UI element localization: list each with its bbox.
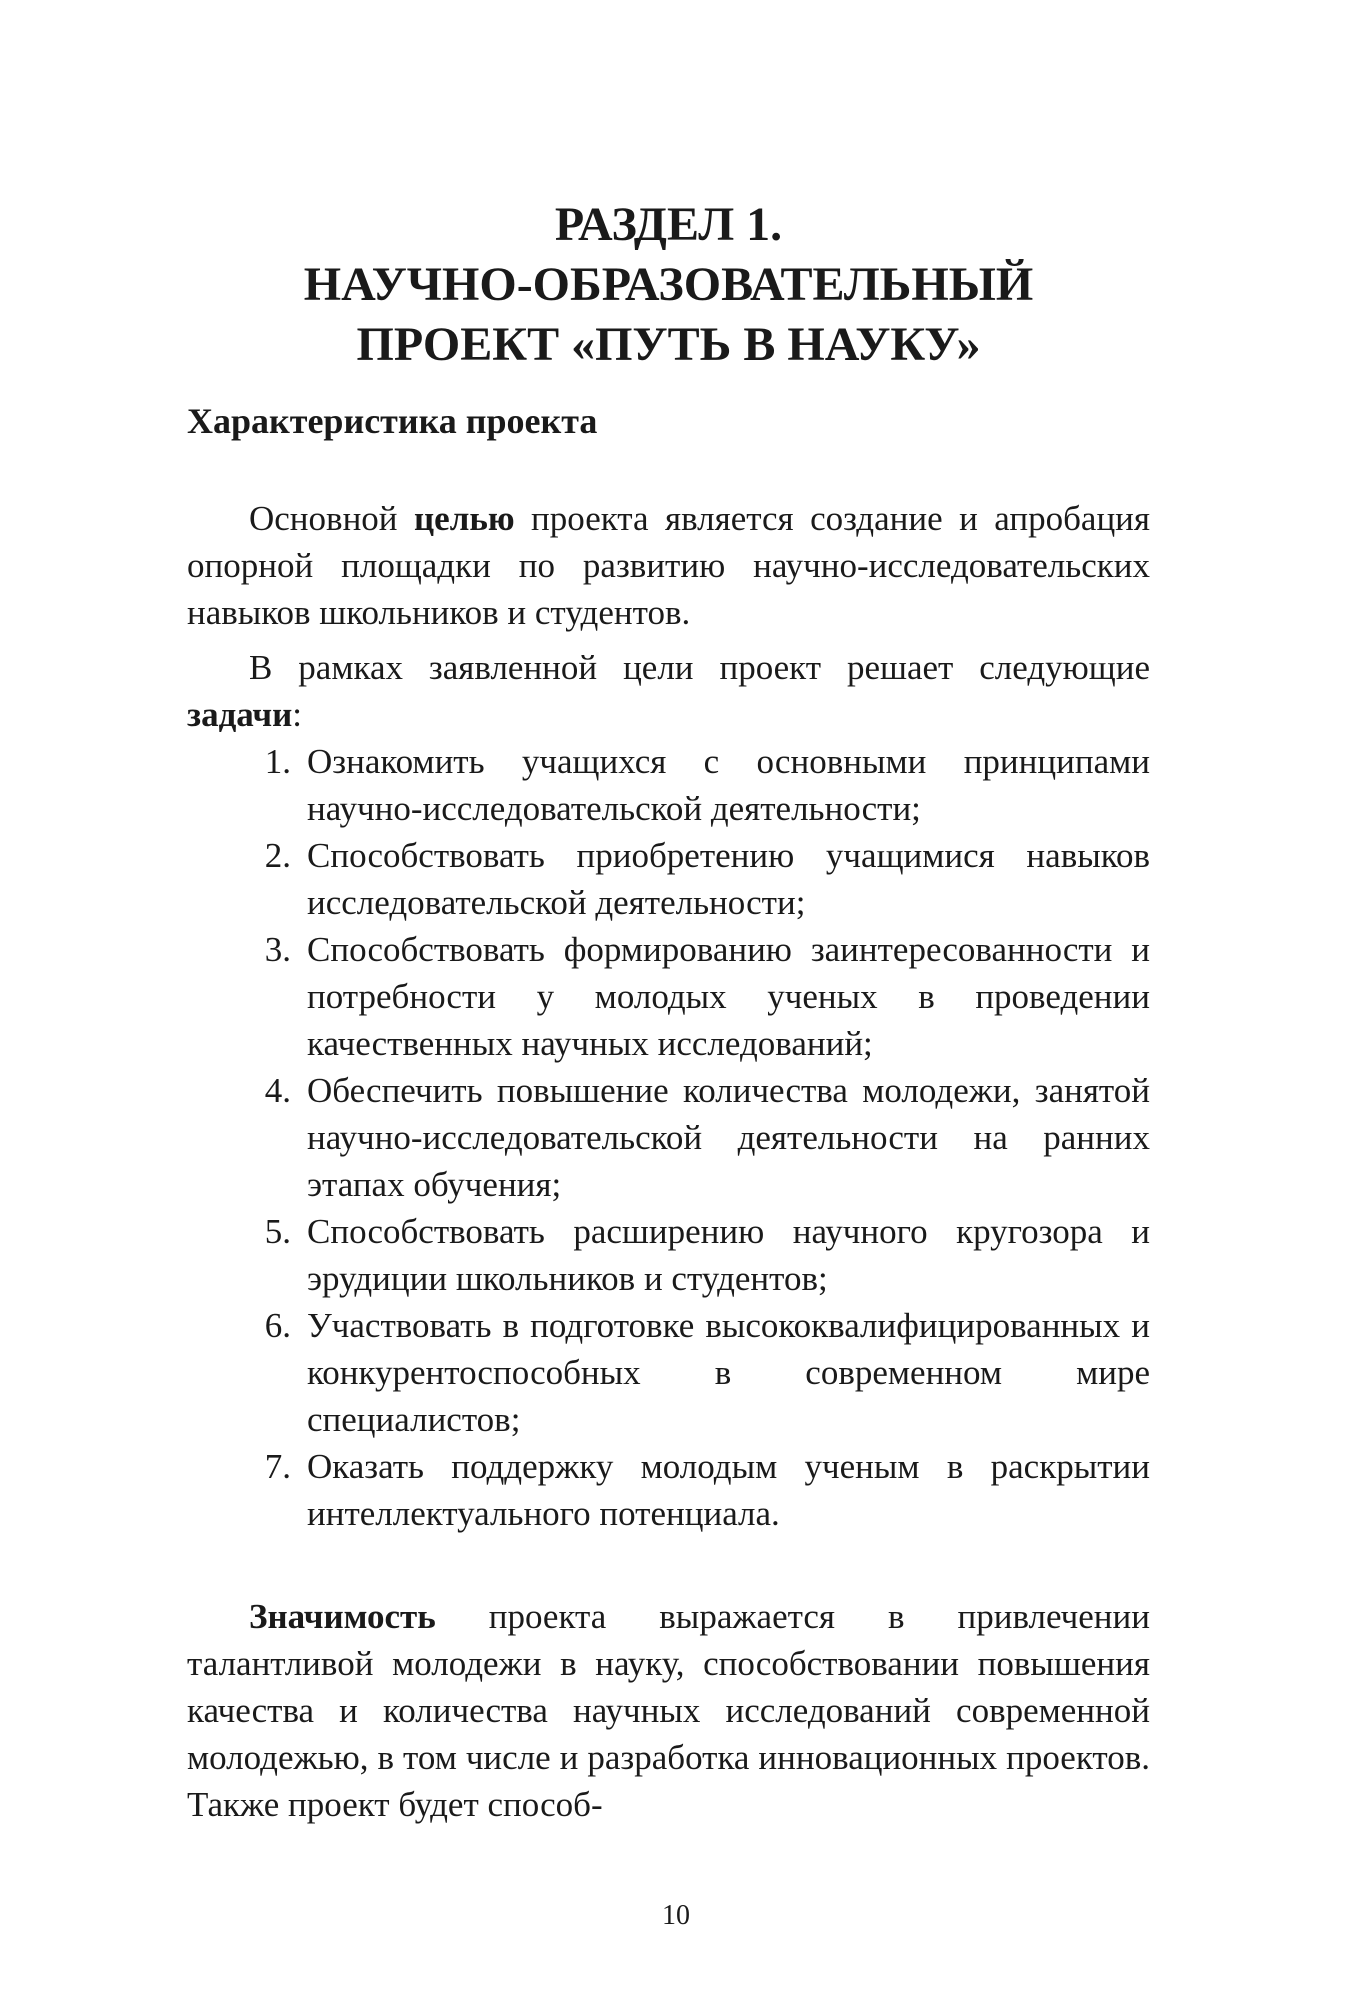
significance-paragraph xyxy=(187,1593,1150,1828)
section-title-line-2: НАУЧНО-ОБРАЗОВАТЕЛЬНЫЙ xyxy=(303,258,1034,311)
task-text: Способствовать расширению научного кругозора и эрудиции школьников и студентов; xyxy=(307,1212,1150,1298)
task-number: 4. xyxy=(264,1071,291,1110)
task-item xyxy=(187,1302,1150,1443)
task-item xyxy=(187,832,1150,926)
page-number: 10 xyxy=(662,1900,690,1931)
task-text: Способствовать приобретению учащимися навыков исследовательской деятельности; xyxy=(307,836,1150,922)
tasks-intro-suffix: : xyxy=(292,695,303,734)
task-number: 2. xyxy=(264,836,291,875)
task-number: 6. xyxy=(264,1306,291,1345)
significance-bold: Значимость xyxy=(249,1597,436,1636)
tasks-intro-bold: задачи xyxy=(187,695,293,734)
task-number: 1. xyxy=(264,742,291,781)
task-text: Способствовать формированию заинтересованности и потребности у молодых ученых в проведении качественных научных исследований; xyxy=(307,930,1150,1063)
task-text: Участвовать в подготовке высококвалифицированных и конкурентоспособных в современном мире специалистов; xyxy=(307,1306,1150,1439)
task-number: 7. xyxy=(264,1447,291,1486)
goal-paragraph xyxy=(187,495,1150,636)
goal-prefix: Основной xyxy=(249,499,414,538)
significance-rest: проекта выражается в привлечении талантливой молодежи в науку, способствовании повышения качества и количества научных исследований современной молодежью, в том числе и разработка инновационных проектов. Также проект будет способ- xyxy=(187,1597,1150,1824)
page-body xyxy=(187,195,1150,1828)
task-text: Ознакомить учащихся с основными принципами научно-исследовательской деятельности; xyxy=(307,742,1150,828)
task-text: Обеспечить повышение количества молодежи, занятой научно-исследовательской деятельности на ранних этапах обучения; xyxy=(307,1071,1150,1204)
task-item xyxy=(187,1443,1150,1537)
tasks-list xyxy=(187,738,1150,1537)
subheading: Характеристика проекта xyxy=(187,401,598,441)
task-text: Оказать поддержку молодым ученым в раскрытии интеллектуального потенциала. xyxy=(307,1447,1150,1533)
section-title xyxy=(187,195,1150,375)
task-number: 5. xyxy=(264,1212,291,1251)
task-item xyxy=(187,1208,1150,1302)
section-title-line-3: ПРОЕКТ «ПУТЬ В НАУКУ» xyxy=(356,318,981,371)
section-title-line-1: РАЗДЕЛ 1. xyxy=(554,198,783,251)
task-item xyxy=(187,738,1150,832)
tasks-intro-prefix: В рамках заявленной цели проект решает следующие xyxy=(249,648,1150,687)
goal-rest: проекта является создание и апробация опорной площадки по развитию научно-исследовательских навыков школьников и студентов. xyxy=(187,499,1150,632)
task-number: 3. xyxy=(264,930,291,969)
tasks-intro-paragraph xyxy=(187,644,1150,738)
goal-bold: целью xyxy=(414,499,515,538)
task-item xyxy=(187,926,1150,1067)
task-item xyxy=(187,1067,1150,1208)
